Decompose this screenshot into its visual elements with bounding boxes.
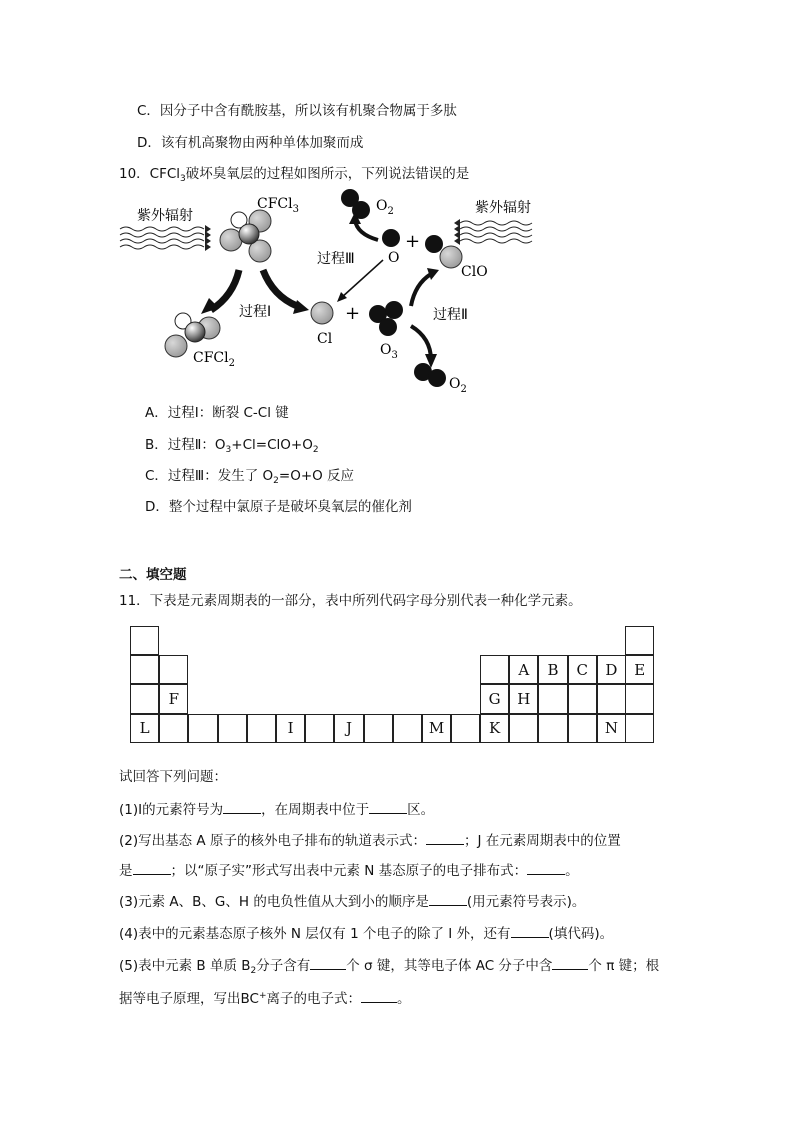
table-cell: I	[276, 714, 305, 743]
q11-part5-line2: 据等电子原理，写出BC+离子的电子式： 。	[119, 991, 411, 1007]
o3-molecule	[369, 301, 403, 336]
o-label: O	[388, 250, 400, 266]
uv-arrowheads-right	[454, 219, 460, 245]
table-cell	[451, 714, 480, 743]
q11-part1: (1)I的元素符号为 ，在周期表中位于 区。	[119, 802, 435, 818]
process1-arrow-right	[263, 270, 297, 306]
q10-option-d: D．整个过程中氯原子是破坏臭氧层的催化剂	[145, 499, 412, 515]
answer-blank[interactable]	[527, 862, 565, 875]
process1-arrowhead-left	[201, 298, 219, 314]
o2-label-top: $O_2$	[376, 198, 394, 217]
table-cell	[364, 714, 393, 743]
table-cell: N	[597, 714, 626, 743]
answer-blank[interactable]	[511, 925, 549, 938]
q11-part3: (3)元素 A、B、G、H 的电负性值从大到小的顺序是 (用元素符号表示)。	[119, 894, 586, 910]
table-cell	[188, 714, 217, 743]
section-title: 二、填空题	[119, 567, 187, 583]
q11-part5-line1: (5)表中元素 B 单质 $B_2$分子含有 个 σ 键，其等电子体 AC 分子中含 个 π 键；根	[119, 958, 660, 976]
table-cell	[509, 714, 538, 743]
table-cell: L	[130, 714, 159, 743]
table-cell	[480, 655, 509, 684]
cfcl3-label: CFCl$_3$	[257, 196, 299, 215]
process3-label: 过程Ⅲ	[317, 251, 355, 267]
q11-part2-line1: (2)写出基态 A 原子的核外电子排布的轨道表示式： ；J 在元素周期表中的位置	[119, 833, 621, 849]
table-cell	[159, 714, 188, 743]
uv-waves-right	[460, 221, 532, 243]
table-cell	[218, 714, 247, 743]
table-cell	[159, 655, 188, 684]
table-cell	[568, 684, 597, 713]
table-cell	[597, 684, 626, 713]
answer-blank[interactable]	[223, 801, 261, 814]
answer-blank[interactable]	[361, 990, 397, 1003]
q10-option-c: C．过程Ⅲ：发生了 $O_2=O+O$ 反应	[145, 468, 355, 486]
table-cell: K	[480, 714, 509, 743]
cl-label: Cl	[317, 331, 333, 347]
table-cell: M	[422, 714, 451, 743]
cl-atom	[311, 302, 333, 324]
answer-blank[interactable]	[369, 801, 407, 814]
table-cell: F	[159, 684, 188, 713]
table-cell	[130, 655, 159, 684]
o3-label: $O_3$	[380, 342, 398, 361]
table-cell	[393, 714, 422, 743]
process2-arrow-up	[411, 274, 431, 306]
o-atom	[382, 229, 400, 247]
uv-arrowheads-left	[205, 225, 211, 251]
table-cell: E	[625, 655, 654, 684]
o2-molecule-bottom	[414, 363, 446, 387]
clo-label: ClO	[461, 264, 488, 280]
q10-stem: 10．CFCl$_3$破坏臭氧层的过程如图所示，下列说法错误的是	[119, 166, 470, 184]
table-cell	[625, 626, 654, 655]
process1-arrow-left	[211, 270, 239, 310]
q11-prompt: 试回答下列问题：	[119, 769, 227, 785]
q9-option-c: C．因分子中含有酰胺基，所以该有机聚合物属于多肽	[137, 103, 457, 119]
answer-blank[interactable]	[133, 862, 171, 875]
cfcl3-molecule	[220, 210, 271, 262]
table-cell: B	[538, 655, 567, 684]
q11-part2-line2: 是 ；以“原子实”形式写出表中元素 N 基态原子的电子排布式： 。	[119, 863, 579, 879]
table-cell: C	[568, 655, 597, 684]
plus-sign-lower: +	[345, 303, 361, 324]
table-cell: A	[509, 655, 538, 684]
process2-label: 过程Ⅱ	[433, 307, 468, 323]
q10-option-a: A．过程Ⅰ：断裂 C-Cl 键	[145, 405, 289, 421]
table-cell: G	[480, 684, 509, 713]
table-cell	[625, 714, 654, 743]
table-cell	[538, 714, 567, 743]
answer-blank[interactable]	[310, 957, 346, 970]
table-cell	[130, 684, 159, 713]
table-cell	[305, 714, 334, 743]
uv-label-left: 紫外辐射	[137, 208, 193, 224]
table-cell: J	[334, 714, 363, 743]
plus-sign-upper: +	[405, 231, 421, 252]
q10-option-b: B．过程Ⅱ：$O_3+Cl=ClO+O_2$	[145, 437, 319, 455]
table-cell: H	[509, 684, 538, 713]
answer-blank[interactable]	[429, 893, 467, 906]
cfcl2-label: CFCl$_2$	[193, 350, 235, 369]
answer-blank[interactable]	[426, 832, 464, 845]
answer-blank[interactable]	[552, 957, 588, 970]
table-cell	[625, 684, 654, 713]
table-cell	[130, 626, 159, 655]
process1-label: 过程Ⅰ	[239, 304, 272, 320]
uv-label-right: 紫外辐射	[475, 200, 531, 216]
table-cell	[247, 714, 276, 743]
periodic-table-fragment	[130, 626, 655, 743]
uv-waves-left	[120, 227, 204, 249]
table-cell: D	[597, 655, 626, 684]
table-cell	[568, 714, 597, 743]
q11-part4: (4)表中的元素基态原子核外 N 层仅有 1 个电子的除了 I 外，还有 (填代码)。	[119, 926, 614, 942]
q11-stem: 11．下表是元素周期表的一部分，表中所列代码字母分别代表一种化学元素。	[119, 593, 582, 609]
ozone-depletion-diagram	[115, 188, 535, 398]
q9-option-d: D．该有机高聚物由两种单体加聚而成	[137, 135, 364, 151]
o2-label-bottom: $O_2$	[449, 376, 467, 395]
table-cell	[538, 684, 567, 713]
